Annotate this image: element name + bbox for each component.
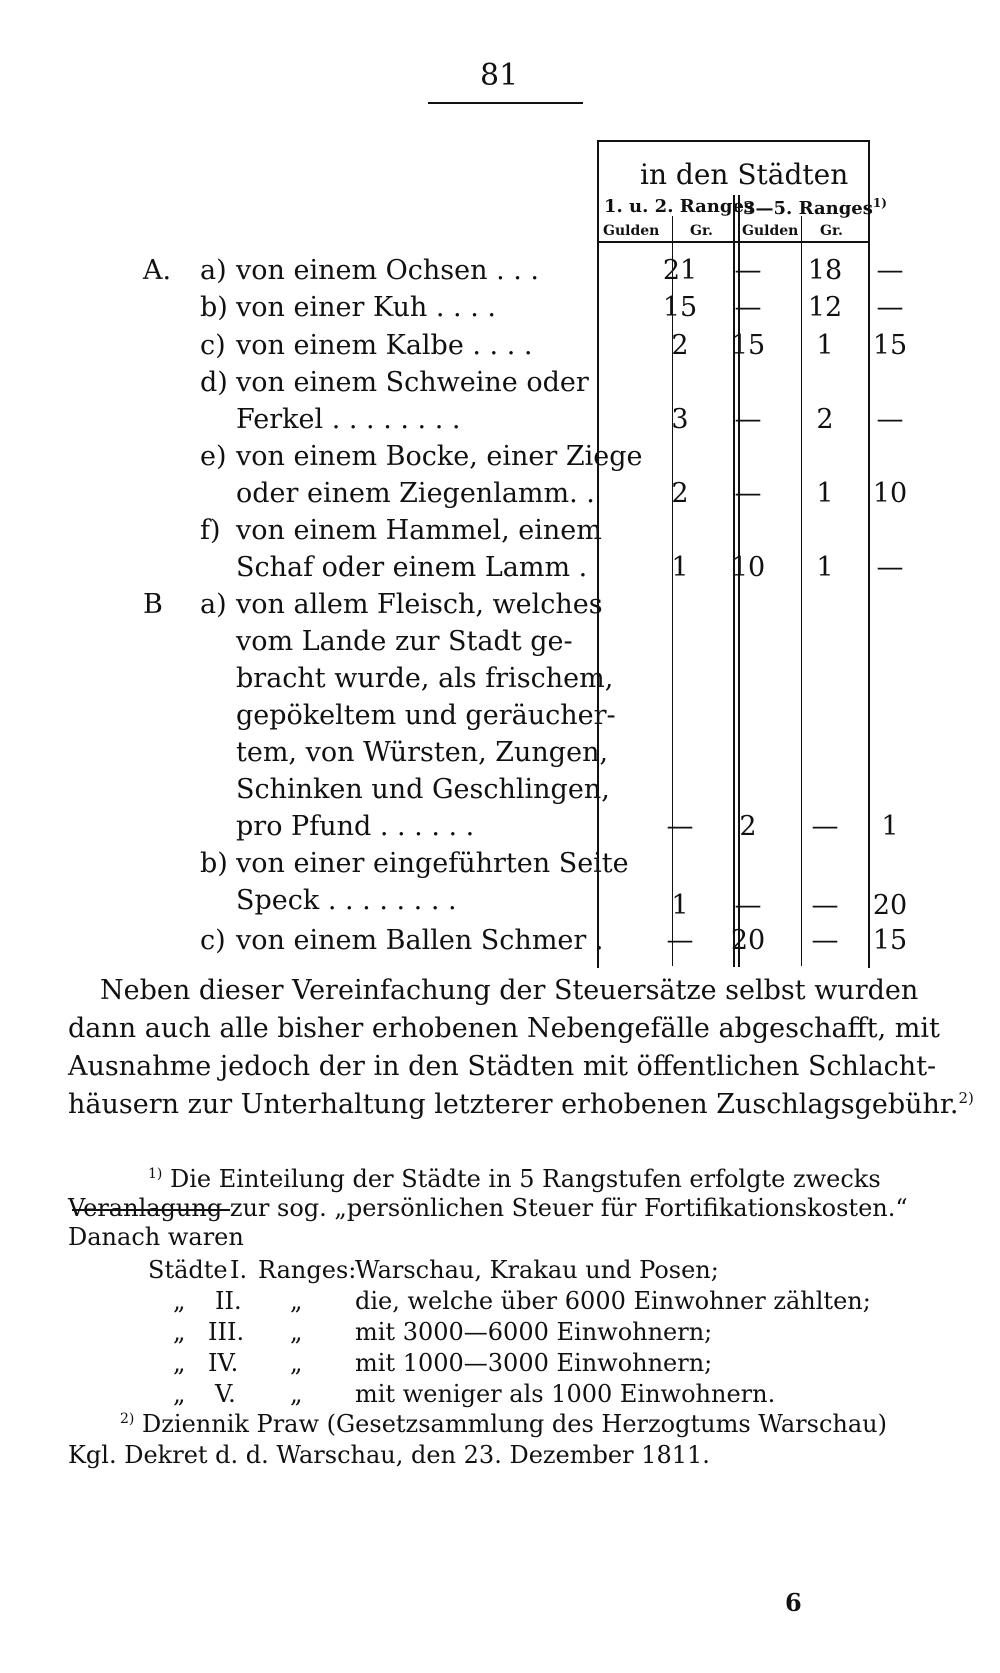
value-gr-2: — [876,552,904,583]
row-letter: b) [200,292,228,323]
row-letter: a) [200,255,227,286]
header-main: in den Städten [640,158,849,191]
value-gr-2: — [876,404,904,435]
header-col-b-text: 3—5. Ranges [743,198,873,219]
value-gulden-2: — [811,811,839,842]
header-gulden-1: Gulden [603,223,660,239]
footnote-1-line: Die Einteilung der Städte in 5 Rangstufen erfolgte zwecks [170,1165,881,1193]
row-label: von einem Bocke, einer Ziege [236,441,643,472]
rank-suffix: „ [290,1349,303,1377]
value-gulden-1: 1 [671,890,689,921]
rank-suffix: Ranges: [258,1256,357,1284]
rank-suffix: „ [290,1287,303,1315]
rank-numeral: I. [230,1256,248,1284]
value-gulden-1: 3 [671,404,689,435]
value-gulden-1: 2 [671,330,689,361]
row-label: von einem Schweine oder [236,367,589,398]
value-gr-2: 15 [872,330,908,361]
row-label-continued: Speck . . . . . . . . [236,885,457,916]
row-label: von einer Kuh . . . . [236,292,496,323]
header-col-a: 1. u. 2. Ranges [604,196,755,217]
value-gr-2: — [876,292,904,323]
row-letter: c) [200,330,226,361]
row-label-continued: vom Lande zur Stadt ge- [236,626,573,657]
page-number-rule [428,102,583,104]
footnote-1-line: Veranlagung zur sog. „persönlichen Steuer für Fortifikationskosten.“ [68,1194,908,1222]
page-number: 81 [480,58,519,93]
footnote-2-line: Dziennik Praw (Gesetzsammlung des Herzogtums Warschau) [142,1410,887,1438]
row-label-continued: Schaf oder einem Lamm . [236,552,588,583]
row-label: von einer eingeführten Seite [236,848,629,879]
value-gulden-1: — [666,925,694,956]
row-letter: c) [200,925,226,956]
paragraph-line: dann auch alle bisher erhobenen Nebengefälle abgeschafft, mit [68,1013,940,1044]
value-gulden-1: 15 [662,292,698,323]
value-gr-2: 1 [881,811,899,842]
value-gr-1: — [734,292,762,323]
value-gulden-2: 18 [807,255,843,286]
rank-prefix: „ [173,1349,186,1377]
rank-text: mit 1000—3000 Einwohnern; [355,1349,713,1377]
value-gulden-1: 1 [671,552,689,583]
footnote-1-mark: 1) [148,1166,163,1182]
header-col-b [743,196,887,219]
rank-prefix: Städte [148,1256,228,1284]
row-letter: d) [200,367,228,398]
value-gulden-2: 1 [816,552,834,583]
row-label: von einem Kalbe . . . . [236,330,533,361]
value-gulden-1: 2 [671,478,689,509]
row-label: von allem Fleisch, welches [236,589,603,620]
row-label-continued: tem, von Würsten, Zungen, [236,737,609,768]
rank-numeral: III. [208,1318,245,1346]
rank-numeral: V. [215,1380,236,1408]
value-gr-1: — [734,478,762,509]
row-label: von einem Ochsen . . . [236,255,540,286]
rank-text: mit weniger als 1000 Einwohnern. [355,1380,776,1408]
rank-text: die, welche über 6000 Einwohner zählten; [355,1287,871,1315]
value-gulden-2: 2 [816,404,834,435]
footnote-2-line: Kgl. Dekret d. d. Warschau, den 23. Dezember 1811. [68,1441,710,1469]
row-letter: b) [200,848,228,879]
row-label-continued: Schinken und Geschlingen, [236,774,610,805]
footnote-2-mark: 2) [120,1411,135,1427]
rank-prefix: „ [173,1318,186,1346]
value-gulden-2: 1 [816,330,834,361]
signature-mark: 6 [785,1588,802,1617]
value-gulden-1: — [666,811,694,842]
value-gr-1: — [734,255,762,286]
paragraph-line [68,1089,974,1120]
row-label: von einem Hammel, einem [236,515,602,546]
col-separator-1 [672,216,673,966]
row-letter: e) [200,441,227,472]
table-left-border [597,140,599,968]
value-gr-2: 20 [872,890,908,921]
row-letter: a) [200,589,227,620]
paragraph-line: Neben dieser Vereinfachung der Steuersätze selbst wurden [100,975,919,1006]
rank-numeral: IV. [208,1349,239,1377]
row-letter: f) [200,515,221,546]
value-gr-1: — [734,890,762,921]
paragraph-line-text: häusern zur Unterhaltung letzterer erhobenen Zuschlagsgebühr. [68,1089,959,1120]
value-gulden-1: 21 [662,255,698,286]
value-gulden-2: — [811,890,839,921]
paragraph-line: Ausnahme jedoch der in den Städten mit öffentlichen Schlacht- [68,1051,937,1082]
value-gr-1: 20 [730,925,766,956]
rank-suffix: „ [290,1380,303,1408]
value-gr-1: — [734,404,762,435]
value-gr-2: — [876,255,904,286]
rank-text: Warschau, Krakau und Posen; [355,1256,719,1284]
row-label-continued: Ferkel . . . . . . . . [236,404,461,435]
section-label-a: A. [143,255,172,286]
value-gr-1: 15 [730,330,766,361]
table-top-rule [598,140,870,142]
header-gr-1: Gr. [690,223,713,239]
row-label: von einem Ballen Schmer . [236,925,604,956]
footnote-1 [148,1165,881,1193]
rank-prefix: „ [173,1380,186,1408]
row-label-continued: gepökeltem und geräucher- [236,700,616,731]
section-label-b: B [143,589,163,620]
value-gulden-2: — [811,925,839,956]
rank-text: mit 3000—6000 Einwohnern; [355,1318,713,1346]
rank-prefix: „ [173,1287,186,1315]
footnote-2 [120,1410,887,1438]
value-gulden-2: 1 [816,478,834,509]
row-label-continued: bracht wurde, als frischem, [236,663,614,694]
value-gr-1: 2 [739,811,757,842]
value-gr-2: 10 [872,478,908,509]
rank-numeral: II. [215,1287,242,1315]
value-gulden-2: 12 [807,292,843,323]
col-separator-3 [801,216,802,966]
row-label-continued: oder einem Ziegenlamm. . [236,478,595,509]
header-gr-2: Gr. [820,223,843,239]
header-gulden-2: Gulden [742,223,799,239]
footnote-1-line: Danach waren [68,1223,244,1251]
footnote-ref-2: 2) [958,1089,974,1107]
value-gr-1: 10 [730,552,766,583]
rank-suffix: „ [290,1318,303,1346]
row-label-continued: pro Pfund . . . . . . [236,811,475,842]
value-gr-2: 15 [872,925,908,956]
header-col-b-note: 1) [872,196,887,210]
